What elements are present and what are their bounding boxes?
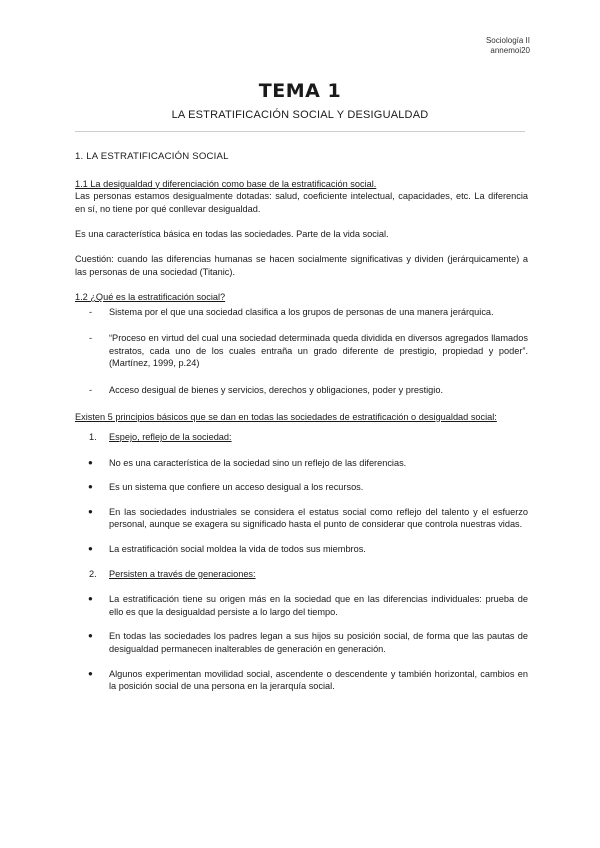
title-divider: [75, 131, 525, 132]
definition-list: [75, 306, 528, 397]
list-item: ● Algunos experimentan movilidad social, ascendente o descendente y también horizontal, cambios en la posición social de una persona en la jerarquía social.: [75, 668, 528, 693]
subsection-title-1-1: 1.1 La desigualdad y diferenciación como base de la estratificación social.: [75, 178, 377, 189]
list-item: ● En las sociedades industriales se considera el estatus social como reflejo del talento y el esfuerzo personal, aunque se exagera su significado hasta el punto de considerar que controla nuestras vidas.: [75, 506, 528, 531]
principle-2-number: 2.: [89, 568, 97, 579]
page-header: [486, 36, 530, 56]
principle-2-bullets: [75, 593, 528, 693]
list-item: - “Proceso en virtud del cual una sociedad determinada queda dividida en diversos agregados llamados estratos, cada uno de los cuales entraña un grado diferente de prestigio, propiedad y poder”. (Martínez, 1999, p.24): [75, 332, 528, 370]
list-item: ● Es un sistema que confiere un acceso desigual a los recursos.: [75, 481, 528, 494]
list-item: ● No es una característica de la sociedad sino un reflejo de las diferencias.: [75, 457, 528, 470]
list-item: ● En todas las sociedades los padres legan a sus hijos su posición social, de forma que las pautas de desigualdad permanecen inalterables de generación en generación.: [75, 630, 528, 655]
paragraph-2: Es una característica básica en todas las sociedades. Parte de la vida social.: [75, 228, 389, 239]
document-body: [75, 151, 528, 705]
header-subject: Sociología II: [485, 36, 530, 45]
principle-2-title: Persisten a través de generaciones:: [109, 568, 256, 579]
section-heading: 1. LA ESTRATIFICACIÓN SOCIAL: [75, 151, 229, 162]
paragraph-3: Cuestión: cuando las diferencias humanas se hacen socialmente significativas y dividen (jerárquicamente) a las personas de una sociedad (Titanic).: [75, 254, 528, 277]
principle-1-bullets: [75, 457, 528, 556]
header-author: annemoi20: [490, 46, 530, 55]
document-title: TEMA 1: [258, 80, 342, 102]
list-item: - Sistema por el que una sociedad clasifica a los grupos de personas de una manera jerárquica.: [75, 306, 528, 319]
principle-2: [75, 568, 528, 581]
list-item: ● La estratificación social moldea la vida de todos sus miembros.: [75, 543, 528, 556]
principles-intro: Existen 5 principios básicos que se dan en todas las sociedades de estratificación o desigualdad social:: [75, 411, 497, 422]
document-subtitle: LA ESTRATIFICACIÓN SOCIAL Y DESIGUALDAD: [171, 109, 429, 121]
principle-1-title: Espejo, reflejo de la sociedad:: [109, 432, 232, 443]
list-item: - Acceso desigual de bienes y servicios, derechos y obligaciones, poder y prestigio.: [75, 384, 528, 397]
list-item: ● La estratificación tiene su origen más en la sociedad que en las diferencias individuales: prueba de ello es que la desigualdad persiste a lo largo del tiempo.: [75, 593, 528, 618]
paragraph-1: Las personas estamos desigualmente dotadas: salud, coeficiente intelectual, capacidades, etc. La diferencia en sí, no tiene por qué conllevar desigualdad.: [75, 191, 528, 214]
principle-1: [75, 431, 528, 444]
subsection-title-1-2: 1.2 ¿Qué es la estratificación social?: [75, 291, 226, 302]
principle-1-number: 1.: [89, 432, 97, 443]
